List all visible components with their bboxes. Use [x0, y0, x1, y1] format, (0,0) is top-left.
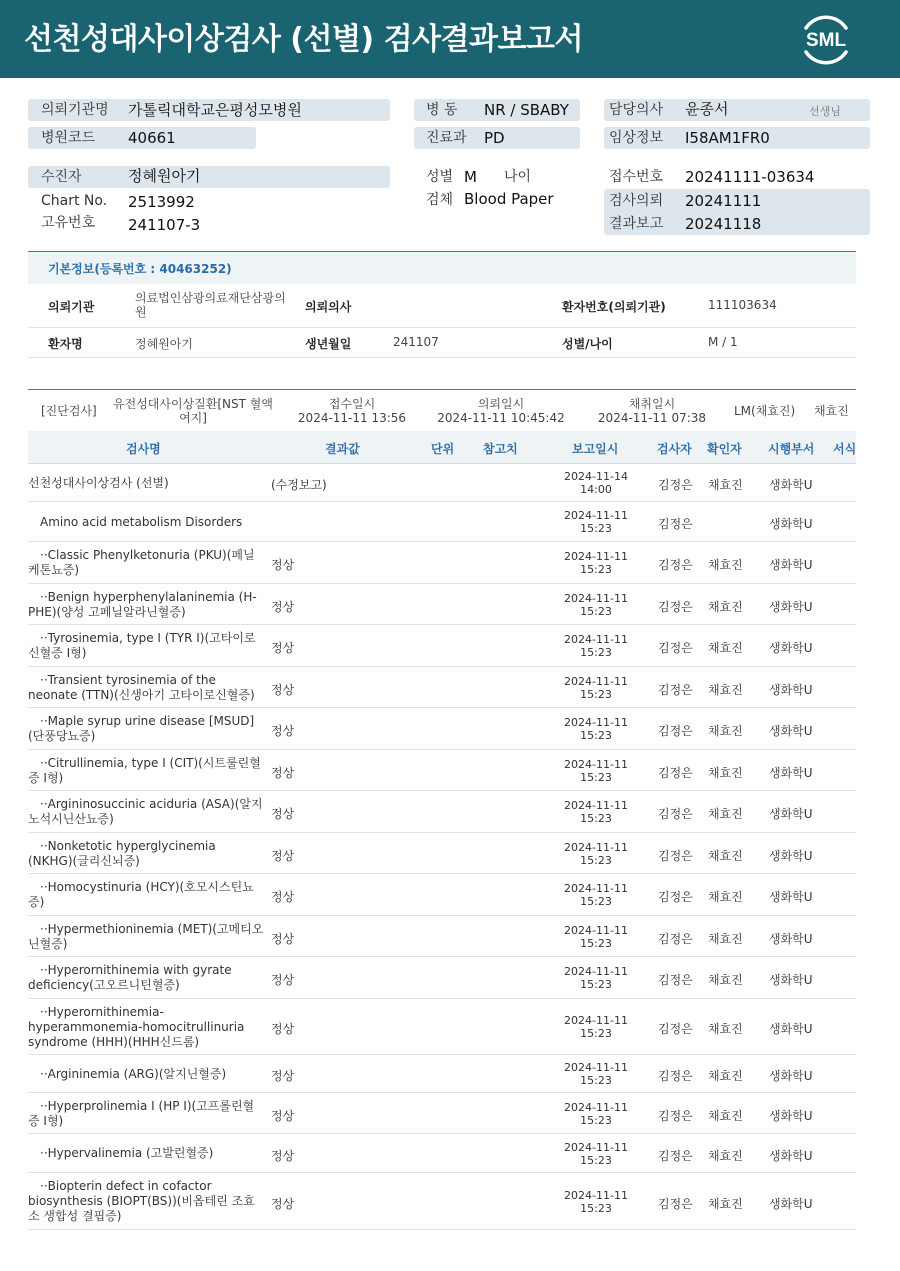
test-tester: 김정은	[658, 1022, 693, 1036]
inst-label: 의뢰기관	[48, 300, 95, 314]
category-name: 유전성대사이상질환[NST 혈액여지]	[113, 397, 273, 425]
report-title: 선천성대사이상검사 (선별) 검사결과보고서	[24, 22, 583, 57]
test-result: 정상	[271, 765, 295, 780]
test-confirmer: 채효진	[708, 765, 743, 780]
test-result: 정상	[271, 1148, 295, 1163]
clinical-value: I58AM1FR0	[685, 129, 770, 147]
report-time: 15:23	[580, 729, 612, 742]
receipt-no-value: 20241111-03634	[685, 168, 815, 186]
test-report-date	[556, 841, 636, 867]
basic-info-row-1	[28, 284, 856, 328]
category-bar	[28, 389, 856, 431]
test-confirmer: 채효진	[708, 848, 743, 863]
test-name: ··Argininosuccinic aciduria (ASA)(알지노석시닌산뇨증)	[28, 797, 263, 826]
doc-label: 의뢰의사	[305, 300, 352, 314]
test-result: 정상	[271, 807, 295, 821]
report-time: 15:23	[580, 770, 612, 784]
test-tester: 김정은	[658, 765, 693, 780]
test-dept: 생화학U	[769, 890, 813, 904]
report-date: 2024-11-11	[564, 633, 628, 646]
table-row	[28, 625, 856, 667]
doctor-suffix: 선생님	[809, 105, 841, 118]
test-result: 정상	[271, 931, 295, 946]
test-result: 정상	[271, 724, 295, 738]
test-tester: 김정은	[658, 641, 693, 655]
test-dept: 생화학U	[769, 1108, 813, 1123]
table-row	[28, 1134, 856, 1173]
report-date: 2024-11-11	[564, 799, 628, 812]
test-tester: 김정은	[658, 807, 693, 821]
hospital-code-label: 병원코드	[41, 130, 96, 146]
test-name: ··Biopterin defect in cofactor biosynthesis (BIOPT(BS))(비옵테린 조효소 생합성 결핍증)	[28, 1179, 255, 1223]
test-dept: 생화학U	[769, 931, 813, 946]
test-name: ··Classic Phenylketonuria (PKU)(페닐케톤뇨증)	[28, 548, 255, 577]
report-date: 2024-11-11	[564, 840, 628, 854]
category-request: 2024-11-11 10:45:42	[437, 411, 565, 425]
test-report-date	[556, 758, 636, 784]
report-date: 2024-11-11	[564, 965, 628, 978]
report-header	[0, 0, 900, 78]
test-confirmer: 채효진	[708, 682, 743, 697]
report-time: 15:23	[580, 604, 612, 618]
reported-value: 20241118	[685, 215, 762, 233]
test-name: ··Nonketotic hyperglycinemia (NKHG)(글리신뇌증)	[28, 838, 216, 868]
col-result: 결과값	[325, 442, 360, 456]
test-result: 정상	[271, 890, 295, 904]
table-row	[28, 542, 856, 584]
report-date: 2024-11-14	[564, 470, 628, 483]
report-time: 15:23	[580, 1027, 612, 1040]
table-row	[28, 667, 856, 708]
report-time: 15:23	[580, 522, 612, 535]
test-name: ··Hypermethioninemia (MET)(고메티오닌혈증)	[28, 921, 264, 951]
test-dept: 생화학U	[769, 1148, 813, 1163]
sex-value: M	[464, 168, 477, 186]
test-dept: 생화학U	[769, 973, 813, 987]
test-result: 정상	[271, 973, 295, 987]
test-tester: 김정은	[658, 599, 693, 614]
report-time: 15:23	[580, 853, 612, 867]
col-date: 보고일시	[572, 442, 619, 456]
test-report-date	[556, 716, 636, 742]
sml-logo-icon	[796, 12, 856, 66]
chart-label: Chart No.	[41, 193, 108, 209]
test-tester: 김정은	[658, 1069, 693, 1083]
col-ref: 참고치	[483, 442, 518, 456]
dob-label: 생년월일	[305, 337, 352, 351]
test-name: ··Hyperornithinemia-hyperammonemia-homocitrullinuria syndrome (HHH)(HHH신드롬)	[28, 1004, 245, 1049]
specimen-label: 검체	[426, 192, 454, 208]
test-result: 정상	[271, 1196, 295, 1211]
unique-label: 고유번호	[41, 215, 96, 231]
test-result: 정상	[271, 1069, 295, 1083]
table-row	[28, 833, 856, 874]
test-name: ··Argininemia (ARG)(알지닌혈증)	[40, 1066, 227, 1081]
sexage-value: M / 1	[708, 335, 738, 349]
report-time: 15:23	[580, 687, 612, 701]
test-confirmer: 채효진	[708, 1069, 743, 1083]
category-request-label: 의뢰일시	[477, 397, 525, 411]
report-date: 2024-11-11	[564, 1014, 628, 1027]
test-report-date	[556, 965, 636, 991]
test-tester: 김정은	[658, 1108, 693, 1123]
test-tester: 김정은	[658, 724, 693, 738]
hospital-code-value: 40661	[128, 129, 176, 147]
test-confirmer: 채효진	[708, 1108, 743, 1123]
category-lm: LM(채효진)	[734, 404, 796, 418]
test-report-date	[556, 799, 636, 825]
category-receipt: 2024-11-11 13:56	[297, 411, 407, 425]
test-dept: 생화학U	[769, 1069, 813, 1083]
test-tester: 김정은	[658, 682, 693, 697]
category-collector: 채효진	[814, 404, 849, 418]
test-confirmer: 채효진	[708, 807, 743, 821]
col-unit: 단위	[431, 442, 455, 456]
report-date: 2024-11-11	[564, 1140, 628, 1154]
test-confirmer: 채효진	[708, 890, 743, 904]
report-date: 2024-11-11	[564, 923, 628, 937]
patient-label: 수진자	[41, 169, 82, 185]
table-row	[28, 791, 856, 833]
table-row	[28, 1093, 856, 1134]
test-result: (수정보고)	[271, 478, 327, 492]
test-confirmer: 채효진	[708, 641, 743, 655]
test-confirmer: 채효진	[708, 1022, 743, 1036]
test-tester: 김정은	[658, 931, 693, 946]
test-report-date	[556, 592, 636, 618]
test-tester: 김정은	[658, 973, 693, 987]
test-report-date	[556, 924, 636, 950]
report-date: 2024-11-11	[564, 757, 628, 771]
unique-value: 241107-3	[128, 216, 201, 234]
table-row	[28, 999, 856, 1055]
test-confirmer: 채효진	[708, 478, 743, 492]
inst-value: 의료법인삼광의료재단삼광의원	[135, 291, 286, 319]
pid-label: 환자번호(의뢰기관)	[562, 300, 666, 314]
test-dept: 생화학U	[769, 848, 813, 863]
test-dept: 생화학U	[769, 517, 813, 531]
table-row	[28, 1173, 856, 1230]
report-time: 15:23	[580, 936, 612, 950]
clinical-label: 임상정보	[609, 130, 664, 146]
sex-label: 성별	[426, 169, 454, 185]
doctor-label: 담당의사	[609, 102, 664, 118]
report-time: 15:23	[580, 563, 612, 576]
report-date: 2024-11-11	[564, 1061, 628, 1074]
table-row	[28, 708, 856, 750]
category-receipt-label: 접수일시	[328, 397, 376, 411]
report-time: 15:23	[580, 812, 612, 825]
table-row	[28, 584, 856, 625]
test-dept: 생화학U	[769, 599, 813, 614]
test-dept: 생화학U	[769, 478, 813, 492]
dept-label: 진료과	[426, 130, 467, 146]
test-dept: 생화학U	[769, 724, 813, 738]
test-name: ··Maple syrup urine disease [MSUD](단풍당뇨증)	[28, 714, 255, 743]
report-date: 2024-11-11	[564, 550, 628, 563]
chart-value: 2513992	[128, 193, 195, 211]
category-type: [진단검사]	[41, 404, 97, 418]
test-name: ··Hypervalinemia (고발린혈증)	[40, 1146, 214, 1160]
test-name: 선천성대사이상검사 (선별)	[28, 475, 169, 490]
test-dept: 생화학U	[769, 807, 813, 821]
institution-value: 가톨릭대학교은평성모병원	[128, 101, 302, 119]
report-date: 2024-11-11	[564, 1188, 628, 1202]
test-result: 정상	[271, 1022, 295, 1036]
test-report-date	[556, 470, 636, 496]
ward-label: 병 동	[426, 102, 458, 118]
patient-pill	[28, 166, 390, 188]
test-report-date	[556, 1061, 636, 1087]
basic-info-title: 기본정보(등록번호 : 40463252)	[48, 262, 232, 276]
logo-text: SML	[805, 30, 847, 51]
receipt-no-label: 접수번호	[609, 169, 664, 185]
test-dept: 생화학U	[769, 765, 813, 780]
test-report-date	[556, 882, 636, 908]
test-report-date	[556, 1189, 636, 1215]
pid-value: 111103634	[708, 298, 777, 312]
basic-info-heading	[28, 251, 856, 284]
sexage-label: 성별/나이	[562, 337, 613, 351]
test-result: 정상	[271, 641, 295, 655]
col-dept: 시행부서	[768, 442, 815, 456]
test-dept: 생화학U	[769, 641, 813, 655]
test-name: ··Benign hyperphenylalaninemia (H-PHE)(양성 고페닐알라닌혈증)	[28, 589, 257, 619]
report-time: 15:23	[580, 978, 612, 991]
test-confirmer: 채효진	[708, 1196, 743, 1211]
report-time: 15:23	[580, 646, 612, 659]
doctor-value: 윤종서	[685, 100, 729, 118]
table-row	[28, 1055, 856, 1093]
reported-label: 결과보고	[609, 216, 664, 232]
test-tester: 김정은	[658, 890, 693, 904]
test-name: ··Citrullinemia, type I (CIT)(시트룰린혈증 I형)	[28, 755, 261, 785]
test-confirmer: 채효진	[708, 599, 743, 614]
requested-value: 20241111	[685, 192, 762, 210]
test-result: 정상	[271, 558, 295, 572]
col-tester: 검사자	[657, 442, 692, 456]
test-result: 정상	[271, 599, 295, 614]
test-report-date	[556, 633, 636, 659]
col-name: 검사명	[126, 442, 161, 456]
report-time: 14:00	[580, 483, 612, 496]
age-label: 나이	[504, 169, 532, 185]
test-report-date	[556, 1101, 636, 1127]
test-name: ··Tyrosinemia, type I (TYR I)(고타이로신혈증 I형)	[28, 631, 256, 660]
dob-value: 241107	[393, 335, 439, 349]
test-tester: 김정은	[658, 848, 693, 863]
test-report-date	[556, 1141, 636, 1167]
report-time: 15:23	[580, 1074, 612, 1087]
test-name: Amino acid metabolism Disorders	[40, 514, 243, 529]
report-time: 15:23	[580, 1113, 612, 1127]
report-date: 2024-11-11	[564, 591, 628, 605]
test-result: 정상	[271, 682, 295, 697]
col-form: 서식	[833, 442, 857, 456]
test-dept: 생화학U	[769, 558, 813, 572]
test-dept: 생화학U	[769, 1196, 813, 1211]
report-date: 2024-11-11	[564, 882, 628, 895]
table-row	[28, 502, 856, 542]
test-confirmer: 채효진	[708, 1148, 743, 1163]
test-confirmer: 채효진	[708, 931, 743, 946]
test-tester: 김정은	[658, 517, 693, 531]
test-tester: 김정은	[658, 1148, 693, 1163]
test-report-date	[556, 675, 636, 701]
table-row	[28, 750, 856, 791]
table-row	[28, 464, 856, 502]
test-report-date	[556, 550, 636, 576]
test-dept: 생화학U	[769, 682, 813, 697]
requested-label: 검사의뢰	[609, 193, 664, 209]
report-date: 2024-11-11	[564, 509, 628, 522]
test-dept: 생화학U	[769, 1022, 813, 1036]
col-confirmer: 확인자	[707, 442, 742, 456]
report-time: 15:23	[580, 1201, 612, 1215]
report-time: 15:23	[580, 895, 612, 908]
results-table-header	[28, 431, 856, 464]
test-tester: 김정은	[658, 478, 693, 492]
dept-value: PD	[484, 129, 505, 147]
test-name: ··Hyperprolinemia I (HP I)(고프롤린혈증 I형)	[28, 1098, 255, 1128]
report-date: 2024-11-11	[564, 1100, 628, 1114]
test-result: 정상	[271, 1108, 295, 1123]
test-result: 정상	[271, 848, 295, 863]
patient-value: 정혜원아기	[128, 167, 201, 185]
test-confirmer: 채효진	[708, 558, 743, 572]
category-collect-label: 채취일시	[628, 397, 676, 411]
test-tester: 김정은	[658, 1196, 693, 1211]
report-time: 15:23	[580, 1153, 612, 1167]
table-row	[28, 916, 856, 957]
test-name: ··Transient tyrosinemia of the neonate (TTN)(신생아기 고타이로신혈증)	[28, 672, 255, 702]
report-date: 2024-11-11	[564, 674, 628, 688]
ward-value: NR / SBABY	[484, 101, 569, 119]
name-label: 환자명	[48, 337, 83, 351]
test-report-date	[556, 1014, 636, 1040]
table-row	[28, 957, 856, 999]
test-report-date	[556, 509, 636, 535]
test-confirmer: 채효진	[708, 973, 743, 987]
test-confirmer: 채효진	[708, 724, 743, 738]
specimen-value: Blood Paper	[464, 190, 554, 208]
report-date: 2024-11-11	[564, 716, 628, 729]
test-name: ··Hyperornithinemia with gyrate deficiency(고오르니틴혈증)	[28, 963, 232, 992]
table-row	[28, 874, 856, 916]
name-value: 정혜원아기	[135, 337, 193, 351]
basic-info-row-2	[28, 328, 856, 358]
category-collect: 2024-11-11 07:38	[597, 411, 707, 425]
test-name: ··Homocystinuria (HCY)(호모시스틴뇨증)	[28, 880, 254, 909]
institution-label: 의뢰기관명	[41, 102, 109, 118]
test-tester: 김정은	[658, 558, 693, 572]
